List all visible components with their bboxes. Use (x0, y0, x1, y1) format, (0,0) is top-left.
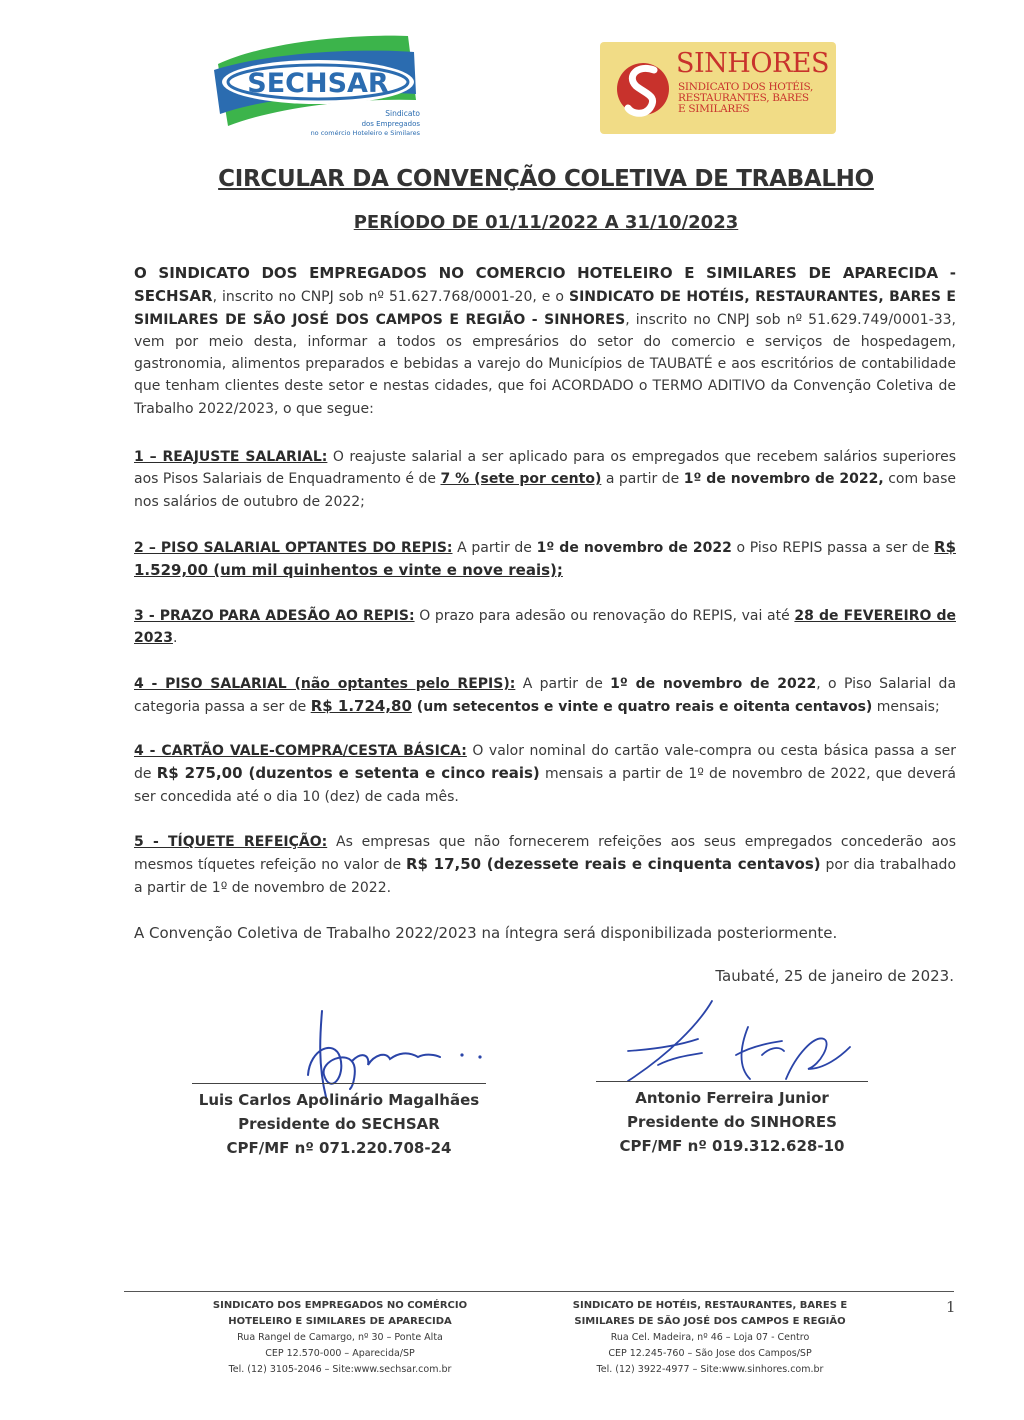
footer-left-name-2: HOTELEIRO E SIMILARES DE APARECIDA (228, 1316, 452, 1327)
clause-5-text-1: O valor nominal do cartão vale-compra ou cesta básica passa a ser de (134, 743, 956, 783)
sinhores-logo (600, 42, 836, 134)
clause-1-text-2: a partir de (601, 471, 684, 488)
clause-prazo-repis (134, 605, 956, 650)
sechsar-tagline-1: Sindicato (385, 109, 420, 118)
sinhores-tagline-1: SINDICATO DOS HOTÉIS, (678, 81, 814, 93)
footer-right-cep: CEP 12.245-760 – São Jose dos Campos/SP (608, 1348, 812, 1359)
signature-left-line (192, 1083, 486, 1084)
clause-5-text-2: mensais a partir de 1º de novembro de 2022, que deverá ser concedida até o dia 10 (dez) de cada mês. (134, 766, 956, 805)
clause-5-heading: 4 - CARTÃO VALE-COMPRA/CESTA BÁSICA: (134, 743, 467, 759)
clause-tiquete-refeicao (134, 831, 956, 899)
clause-1-date: 1º de novembro de 2022, (683, 471, 884, 488)
clause-4-text-2: , o Piso Salarial da categoria passa a ser de (134, 676, 957, 716)
sinhores-tagline-2: RESTAURANTES, BARES (678, 92, 809, 104)
sinhores-tagline (678, 82, 828, 115)
clause-1-text-1: O reajuste salarial a ser aplicado para os empregados que recebem salários superiores aos Pisos Salariais de Enquadramento é de (134, 449, 956, 488)
clause-4-value-words: (um setecentos e vinte e quatro reais e oitenta centavos) (411, 699, 873, 716)
footer-sechsar-contact (170, 1298, 510, 1378)
sinhores-tagline-3: E SIMILARES (678, 103, 750, 115)
sechsar-tagline-2: dos Empregados (361, 120, 420, 128)
sinhores-name: SINHORES (676, 48, 830, 79)
document-title: CIRCULAR DA CONVENÇÃO COLETIVA DE TRABALHO (218, 166, 874, 192)
footer-right-name-2: SIMILARES DE SÃO JOSÉ DOS CAMPOS E REGIÃO (574, 1316, 846, 1327)
footer-left-cep: CEP 12.570-000 – Aparecida/SP (265, 1348, 415, 1359)
intro-text-1: , inscrito no CNPJ sob nº 51.627.768/0001-20, e o (212, 289, 569, 306)
footer-sinhores-contact (540, 1298, 880, 1378)
signatory-left-role: Presidente do SECHSAR (238, 1115, 440, 1133)
footer-right-phone: Tel. (12) 3922-4977 – Site:www.sinhores.com.br (596, 1364, 824, 1375)
footer-left-name-1: SINDICATO DOS EMPREGADOS NO COMÉRCIO (212, 1300, 468, 1311)
clause-2-date: 1º de novembro de 2022 (536, 540, 732, 556)
intro-paragraph (134, 262, 956, 420)
clause-3-heading: 3 - PRAZO PARA ADESÃO AO REPIS: (134, 608, 415, 624)
clause-2-text-1: A partir de (452, 540, 537, 556)
dateline: Taubaté, 25 de janeiro de 2023. (715, 967, 954, 985)
signature-right-line (596, 1081, 868, 1082)
clause-piso-repis (134, 536, 956, 583)
signatory-right-doc: CPF/MF nº 019.312.628-10 (619, 1137, 845, 1155)
signatory-right-name: Antonio Ferreira Junior (635, 1089, 829, 1107)
clause-6-text-2: por dia trabalhado a partir de 1º de novembro de 2022. (134, 857, 957, 896)
clause-4-value: R$ 1.724,80 (310, 697, 412, 716)
signature-right-icon (618, 995, 858, 1090)
sechsar-logo (210, 30, 430, 145)
clause-6-heading: 5 - TÍQUETE REFEIÇÃO: (134, 834, 328, 850)
footer-left-address: Rua Rangel de Camargo, nº 30 – Ponte Alta (237, 1332, 443, 1343)
signatory-left-doc: CPF/MF nº 071.220.708-24 (226, 1139, 452, 1157)
footer-right-address: Rua Cel. Madeira, nº 46 – Loja 07 - Centro (610, 1332, 810, 1343)
footer-left-phone: Tel. (12) 3105-2046 – Site:www.sechsar.com.br (228, 1364, 452, 1375)
closing-paragraph: A Convenção Coletiva de Trabalho 2022/2023 na íntegra será disponibilizada posteriormente. (134, 924, 838, 942)
clause-1-heading: 1 – REAJUSTE SALARIAL: (134, 449, 328, 465)
clause-1-text-3: com base nos salários de outubro de 2022; (134, 471, 956, 510)
footer-divider (124, 1291, 954, 1292)
clause-3-deadline: 28 de FEVEREIRO de 2023 (134, 608, 956, 647)
clause-2-text-2: o Piso REPIS passa a ser de (731, 540, 935, 556)
sechsar-name: SECHSAR (247, 68, 389, 99)
clause-piso-nao-optantes (134, 673, 956, 719)
clause-5-value: R$ 275,00 (duzentos e setenta e cinco reais) (156, 764, 540, 783)
clause-reajuste-salarial (134, 446, 956, 513)
clause-3-text-1: O prazo para adesão ou renovação do REPIS, vai até (414, 608, 795, 624)
clause-vale-compra (134, 740, 956, 808)
intro-org2: SINDICATO DE HOTÉIS, RESTAURANTES, BARES E SIMILARES DE SÃO JOSÉ DOS CAMPOS E REGIÃO - SINHORES (134, 289, 956, 328)
clause-2-value: R$ 1.529,00 (um mil quinhentos e vinte e nove reais); (134, 538, 957, 580)
signatory-sinhores (596, 1086, 868, 1158)
document-period: PERÍODO DE 01/11/2022 A 31/10/2023 (353, 212, 739, 233)
footer-right-name-1: SINDICATO DE HOTÉIS, RESTAURANTES, BARES E (572, 1300, 848, 1311)
clause-4-heading: 4 - PISO SALARIAL (não optantes pelo REPIS): (134, 676, 516, 692)
clause-1-percent: 7 % (sete por cento) (440, 471, 602, 488)
clause-6-value: R$ 17,50 (dezessete reais e cinquenta centavos) (405, 855, 821, 874)
clause-3-text-2: . (172, 630, 178, 647)
sechsar-tagline-3: no comércio Hoteleiro e Similares (310, 129, 420, 137)
clause-4-text-3: mensais; (872, 699, 940, 716)
clause-2-heading: 2 – PISO SALARIAL OPTANTES DO REPIS: (134, 540, 453, 556)
signatory-sechsar (192, 1088, 486, 1160)
signatory-left-name: Luis Carlos Apolinário Magalhães (198, 1091, 480, 1109)
page-number: 1 (946, 1298, 956, 1316)
clause-6-text-1: As empresas que não fornecerem refeições aos seus empregados concederão aos mesmos tíquetes refeição no valor de (134, 834, 957, 874)
intro-org1: O SINDICATO DOS EMPREGADOS NO COMERCIO HOTELEIRO E SIMILARES DE APARECIDA - SECHSAR (134, 264, 956, 306)
signatory-right-role: Presidente do SINHORES (627, 1113, 837, 1131)
clause-4-date: 1º de novembro de 2022 (610, 676, 817, 692)
sechsar-logo-graphic (210, 30, 430, 145)
sinhores-emblem-icon (616, 56, 670, 122)
clause-4-text-1: A partir de (515, 676, 611, 692)
intro-text-2: , inscrito no CNPJ sob nº 51.629.749/0001-33, vem por meio desta, informar a todos os empresários do setor do comercio e serviços de hospedagem, gastronomia, alimentos preparados e bebidas a varejo do Municípios de TAUBATÉ e aos escritórios de contabilidade que tenham clientes deste setor e nestas cidades, que foi ACORDADO o TERMO ADITIVO da Convenção Coletiva de Trabalho 2022/2023, o que segue: (134, 311, 957, 417)
